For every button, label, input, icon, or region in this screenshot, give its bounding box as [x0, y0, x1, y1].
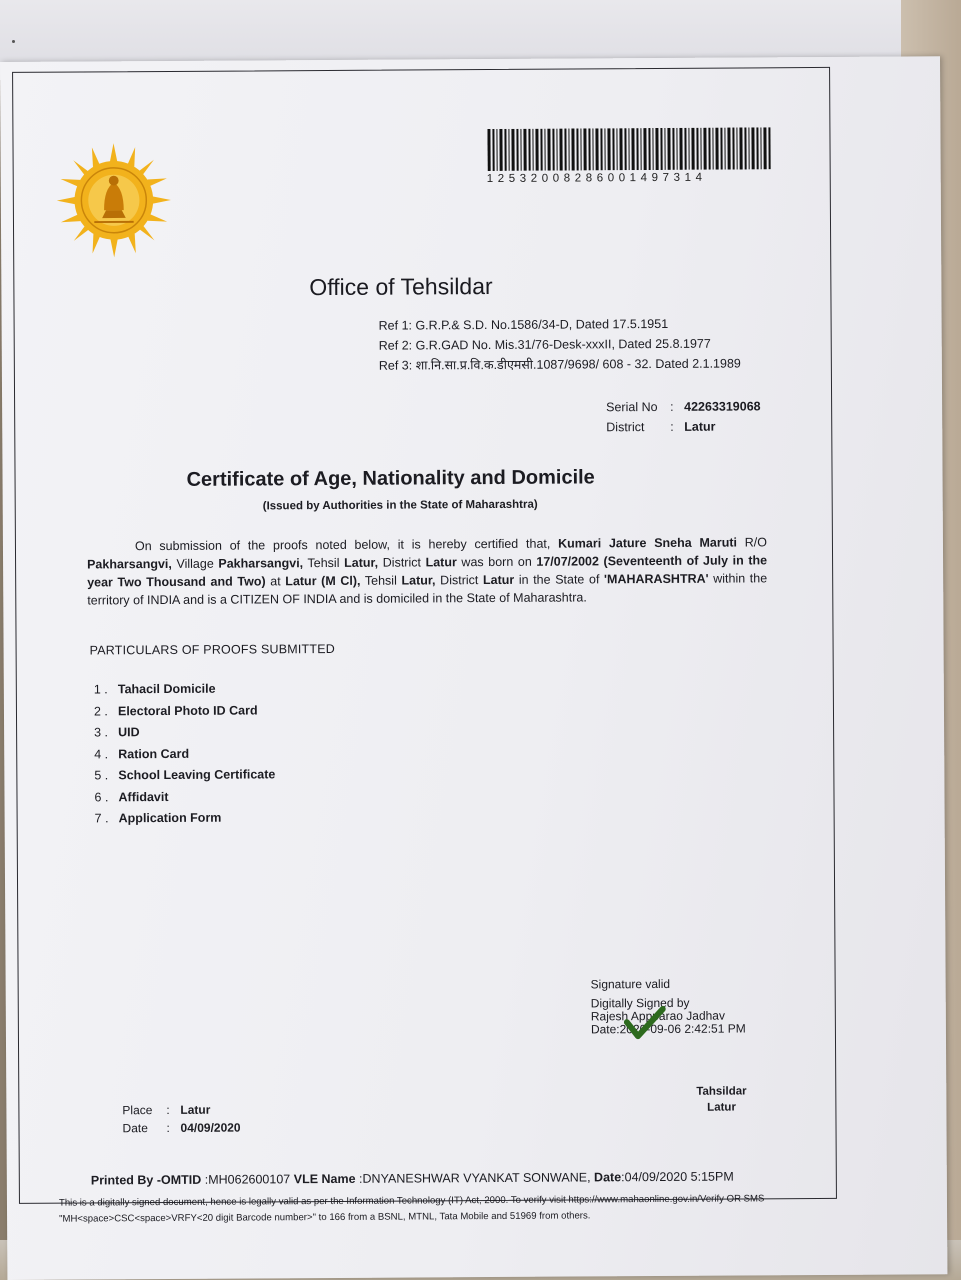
barcode-bar [664, 128, 665, 170]
serial-district-block [606, 396, 761, 437]
certification-paragraph [87, 533, 767, 609]
item-text: Affidavit [118, 789, 169, 804]
colon: : [670, 419, 674, 434]
printed-date: :04/09/2020 5:15PM [621, 1169, 734, 1185]
barcode-bar [564, 129, 566, 171]
barcode-bar [516, 129, 518, 171]
proofs-heading: PARTICULARS OF PROOFS SUBMITTED [89, 641, 335, 658]
certificate-subtitle: (Issued by Authorities in the State of Maharashtra) [262, 498, 538, 513]
printed-prefix: Printed By -OMTID [90, 1172, 202, 1188]
list-item [94, 786, 275, 809]
tahsildar-title: Tahsildar [696, 1085, 747, 1098]
applicant-name: Kumari Jature Sneha Maruti [558, 535, 738, 551]
date-label: Date [122, 1121, 148, 1136]
signature-date: Date:2020-09-06 2:42:51 PM [590, 1021, 746, 1037]
district-label: District [606, 420, 645, 435]
colon: : [670, 399, 674, 414]
barcode-bar [508, 129, 509, 171]
list-item [94, 743, 275, 766]
tahsildar-block [696, 1083, 746, 1115]
list-item [94, 721, 275, 744]
text: was born on [461, 554, 532, 570]
list-item [94, 700, 275, 723]
signer-name: Rajesh Appparao Jadhav [590, 1008, 725, 1024]
certificate-title: Certificate of Age, Nationality and Domicile [186, 466, 595, 491]
barcode-bar [528, 129, 530, 171]
barcode-bar [688, 128, 689, 170]
barcode-bar [624, 128, 626, 170]
barcode-bar [588, 128, 590, 170]
tehsil: Latur, [344, 555, 379, 570]
barcode-bar [768, 127, 770, 169]
barcode-bar [679, 128, 682, 170]
text: District [382, 555, 421, 570]
barcode-bar [499, 129, 502, 171]
barcode-bar [504, 129, 506, 171]
barcode-bar [727, 128, 730, 170]
barcode-bar [600, 128, 602, 170]
barcode-bar [616, 128, 617, 170]
barcode-bar [492, 129, 494, 171]
proofs-list [94, 678, 276, 830]
barcode-bar [540, 129, 542, 171]
vle-label: VLE Name [293, 1171, 356, 1187]
barcode-bar [619, 128, 622, 170]
barcode-bar [703, 128, 706, 170]
barcode-bar [544, 129, 545, 171]
verification-footer: This is a digitally signed document, hence is legally valid as per the Information Technology (IT) Act, 2000. To verify visit https://www.mahaonline.gov.in/Verify OR SMS "MH<space>CSC<space>VRFY<20 digit Barcode number>" to 166 from a BSNL, MTNL, Tata Mobile and 51969 from others. [58, 1193, 765, 1225]
barcode-bar [715, 128, 718, 170]
item-text: UID [118, 725, 140, 740]
item-number: 1 . [93, 682, 108, 697]
text: Tehsil [307, 555, 340, 571]
barcode-bar [672, 128, 674, 170]
barcode-bar [712, 128, 713, 170]
state: 'MAHARASHTRA' [603, 571, 709, 587]
barcode-bar [628, 128, 629, 170]
item-text: School Leaving Certificate [118, 767, 276, 783]
village: Pakharsangvi, [87, 556, 172, 572]
barcode-bar [720, 128, 722, 170]
barcode-bar [676, 128, 677, 170]
office-title: Office of Tehsildar [309, 272, 493, 301]
barcode-bar [607, 128, 610, 170]
text: within the territory of INDIA and is a CITIZEN OF INDIA and is domiciled in the State of Maharashtra. [87, 571, 768, 608]
district: Latur [482, 572, 515, 588]
text: On submission of the proofs noted below, it is hereby certified that, [134, 536, 551, 554]
list-item [94, 678, 275, 701]
barcode-bar [739, 127, 742, 169]
barcode-bar [552, 129, 554, 171]
barcode-bar [612, 128, 614, 170]
barcode-bar [748, 127, 749, 169]
place-date-block [122, 1101, 240, 1138]
tahsildar-place: Latur [707, 1101, 736, 1114]
barcode-number: 12532008286001497314 [486, 171, 707, 186]
barcode-bar [496, 129, 497, 171]
barcode-bar [631, 128, 634, 170]
barcode-bar [511, 129, 514, 171]
barcode-bar [559, 129, 562, 171]
barcode-bar [547, 129, 550, 171]
barcode-bar [744, 127, 746, 169]
barcode-bar [643, 128, 646, 170]
barcode-bar [732, 128, 734, 170]
district: Latur [425, 555, 457, 570]
barcode-bar [592, 128, 593, 170]
item-number: 4 . [94, 746, 109, 761]
barcode-bar [736, 127, 737, 169]
references [379, 313, 741, 375]
item-text: Electoral Photo ID Card [117, 702, 258, 718]
item-text: Tahacil Domicile [117, 681, 216, 697]
date-value: 04/09/2020 [180, 1120, 241, 1135]
barcode-bar [724, 128, 725, 170]
omtid: :MH062600107 [204, 1172, 291, 1187]
barcode-bar [556, 129, 557, 171]
barcode-bar [760, 127, 761, 169]
barcode-bar [523, 129, 526, 171]
barcode-bar [667, 128, 670, 170]
maharashtra-seal-icon [54, 141, 173, 260]
barcode-bar [535, 129, 538, 171]
barcode-bar [604, 128, 605, 170]
barcode-bar [684, 128, 686, 170]
digital-signature [591, 977, 746, 1036]
barcode-bar [583, 128, 586, 170]
item-text: Application Form [118, 810, 222, 826]
item-number: 6 . [94, 789, 109, 804]
barcode-bar [652, 128, 653, 170]
signed-by: Digitally Signed by [590, 995, 690, 1011]
checkmark-icon [624, 1006, 666, 1040]
serial-value: 42263319068 [684, 399, 761, 414]
barcode-bar [700, 128, 701, 170]
barcode-bar [576, 128, 578, 170]
barcode-bar [691, 128, 694, 170]
barcode-bar [568, 129, 569, 171]
barcode-bar [571, 128, 574, 170]
barcode-bar [595, 128, 598, 170]
barcode-bar [636, 128, 638, 170]
certificate-sheet [0, 56, 947, 1280]
signature-valid: Signature valid [590, 976, 671, 992]
barcode-bar [580, 128, 581, 170]
colon: : [166, 1102, 170, 1118]
text: R/O [744, 535, 768, 550]
barcode-bar [487, 129, 490, 171]
barcode-bar [640, 128, 641, 170]
vle-name: :DNYANESHWAR VYANKAT SONWANE, [358, 1170, 591, 1186]
item-number: 5 . [94, 768, 109, 783]
text: District [440, 573, 479, 588]
ref-3: Ref 3: शा.नि.सा.प्र.वि.क.डीएमसी.1087/9698/ 608 - 32. Dated 2.1.1989 [378, 356, 741, 373]
barcode-bar [708, 128, 710, 170]
item-number: 2 . [93, 703, 108, 718]
colon: : [166, 1120, 170, 1136]
birthplace: Latur (M Cl), [285, 573, 361, 589]
barcode-bar [655, 128, 658, 170]
list-item [95, 807, 276, 830]
barcode-bar [763, 127, 766, 169]
barcode-bar [520, 129, 521, 171]
barcode-bar [696, 128, 698, 170]
text: Tehsil [364, 573, 397, 588]
barcode-bar [756, 127, 758, 169]
text: in the State of [518, 572, 600, 587]
list-item [94, 764, 275, 787]
barcode-bar [660, 128, 662, 170]
barcode-bar [532, 129, 533, 171]
tehsil: Latur, [401, 573, 436, 588]
item-number: 7 . [94, 811, 109, 826]
item-text: Ration Card [118, 746, 190, 761]
speck [12, 40, 15, 43]
place-label: Place [122, 1103, 153, 1118]
district-value: Latur [684, 419, 716, 434]
serial-label: Serial No [606, 399, 658, 415]
ref-1: Ref 1: G.R.P.& S.D. No.1586/34-D, Dated 17.5.1951 [378, 316, 669, 333]
text: Village [176, 556, 214, 571]
barcode-bar [648, 128, 650, 170]
date-of-birth: 17/07/2002 (Seventeenth of July in the year Two Thousand and Two) [87, 553, 768, 590]
place-value: Latur [180, 1102, 211, 1117]
barcode-bar [751, 127, 754, 169]
item-number: 3 . [94, 725, 109, 740]
text: at [270, 574, 281, 589]
barcode [487, 127, 772, 171]
village: Pakharsangvi, [218, 556, 304, 571]
printed-date-label: Date [593, 1170, 622, 1185]
ref-2: Ref 2: G.R.GAD No. Mis.31/76-Desk-xxxII, Dated 25.8.1977 [378, 336, 711, 353]
